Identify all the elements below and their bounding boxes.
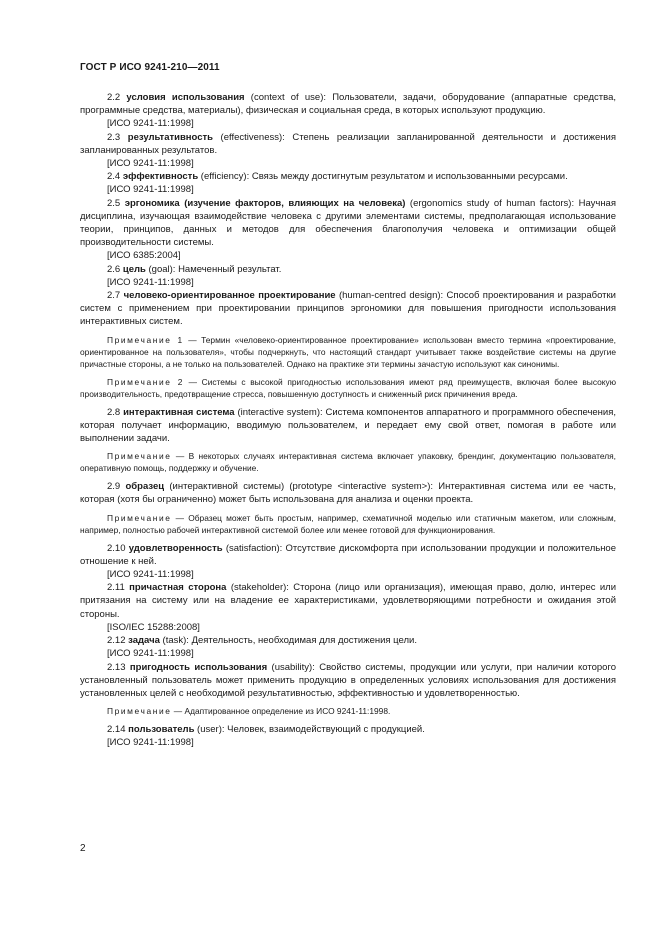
term-2-5 (80, 197, 616, 250)
term-definition: (task): Деятельность, необходимая для достижения цели. (159, 635, 417, 647)
term-name: эргономика (изучение факторов, влияющих на человека) (124, 197, 406, 209)
term-definition: (user): Человек, взаимодействующий с продукцией. (194, 724, 425, 736)
term-number: 2.3 (107, 131, 121, 143)
term-definition: (usability): Свойство системы, продукции или услуги, при наличии которого установленный пользователь может применить продукцию в определенных условиях использования для достижения установленных целей с необходимой результативностью, эффективностью и удовлетворенностью. (80, 661, 616, 699)
term-definition: (context of use): Пользователи, задачи, оборудование (аппаратные средства, программные средства, материалы), физическая и социальная среда, в которых используют продукцию. (80, 92, 616, 117)
note-text: — В некоторых случаях интерактивная система включает упаковку, брендинг, документацию пользователя, оперативную помощь, поддержку и обучение. (80, 451, 616, 474)
term-name: пригодность использования (129, 661, 268, 673)
term-2-3 (80, 131, 616, 157)
note-2-7-1 (80, 334, 616, 370)
term-reference: [ИСО 9241-11:1998] (107, 569, 194, 581)
term-name: человеко-ориентированное проектирование (123, 290, 336, 302)
term-reference: [ИСО 9241-11:1998] (107, 184, 194, 196)
term-number: 2.10 (107, 542, 126, 554)
term-definition: (interactive system): Система компонентов аппаратного и программного обеспечения, которая получает информацию, вводимую пользователем, и передает ему свой ответ, помогая в работе или выполнении задачи. (80, 406, 617, 445)
document-body (80, 91, 616, 750)
term-2-11 (80, 581, 616, 621)
term-number: 2.12 (107, 635, 126, 647)
term-name: пользователь (128, 724, 195, 736)
term-2-14 (80, 723, 616, 736)
note-label: Примечание 1 (107, 334, 184, 345)
term-number: 2.4 (107, 171, 121, 183)
term-name: удовлетворенность (128, 542, 223, 554)
note-label: Примечание 2 (107, 376, 184, 387)
term-2-10 (80, 542, 616, 568)
term-name: эффективность (122, 171, 199, 183)
term-name: задача (128, 635, 160, 647)
term-2-8 (80, 406, 616, 446)
term-2-12 (80, 634, 616, 647)
term-name: цель (122, 263, 146, 275)
term-number: 2.9 (107, 481, 121, 493)
note-text: — Образец может быть простым, например, схематичной моделью или статичным макетом, или сложным, например, полностью рабочей интерактивной системой более или менее готовой для функционирования. (80, 512, 616, 535)
term-2-2 (80, 91, 616, 117)
term-definition: (stakeholder): Сторона (лицо или организация), имеющая право, долю, интерес или притязания на систему или на владение ее характеристиками, удовлетворяющими потребности и ожидания этой стороны. (80, 582, 617, 620)
note-2-8 (80, 450, 616, 474)
term-name: интерактивная система (123, 406, 235, 418)
note-label: Примечание (107, 451, 172, 462)
term-definition: (ergonomics study of human factors): Научная дисциплина, изучающая взаимодействие человека с другими элементами системы, предполагающая использование теории, принципов, данных и методов для обеспечения благополучия человека и оптимизации общей производительности системы. (80, 197, 616, 249)
term-reference: [ИСО 9241-11:1998] (107, 648, 194, 660)
term-name: причастная сторона (129, 582, 227, 594)
term-2-6 (80, 263, 616, 276)
term-reference: [ИСО 9241-11:1998] (107, 158, 194, 170)
note-2-13 (80, 705, 616, 717)
term-definition: (satisfaction): Отсутствие дискомфорта при использовании продукции и положительное отношение к ней. (80, 542, 617, 567)
document-header: ГОСТ Р ИСО 9241-210—2011 (80, 62, 220, 73)
term-reference: [ИСО 9241-11:1998] (107, 118, 194, 130)
term-number: 2.14 (107, 724, 126, 736)
term-number: 2.2 (107, 92, 121, 103)
term-2-13 (80, 661, 616, 701)
term-number: 2.5 (107, 197, 121, 209)
term-definition: (интерактивной системы) (prototype <interactive system>): Интерактивная система или ее часть, которая (хотя бы ограниченно) может быть использована для анализа и оценки проекта. (80, 481, 617, 506)
note-text: — Системы с высокой пригодностью использования имеют ряд преимуществ, включая более высокую производительность, предотвращение стресса, повышенную доступность и сниженный риск причинения вреда. (80, 376, 616, 399)
note-text: — Адаптированное определение из ИСО 9241-11:1998. (171, 706, 391, 717)
note-label: Примечание (107, 512, 172, 523)
term-number: 2.13 (107, 661, 126, 673)
term-name: образец (125, 481, 165, 493)
term-reference: [ИСО 9241-11:1998] (107, 737, 194, 749)
term-2-4 (80, 170, 616, 183)
term-number: 2.6 (107, 263, 121, 275)
term-number: 2.7 (107, 290, 121, 302)
term-2-7 (80, 289, 616, 329)
term-name: условия использования (126, 92, 245, 103)
term-definition: (goal): Намеченный результат. (145, 263, 282, 275)
term-number: 2.8 (107, 406, 121, 418)
term-name: результативность (127, 131, 213, 143)
term-reference: [ISO/IEC 15288:2008] (107, 621, 200, 633)
term-2-9 (80, 480, 616, 506)
term-reference: [ИСО 6385:2004] (107, 250, 181, 262)
note-label: Примечание (107, 706, 172, 717)
note-2-7-2 (80, 376, 616, 400)
note-text: — Термин «человеко-ориентированное проектирование» использован вместо термина «проектирование, ориентированное на пользователя», чтобы подчеркнуть, что настоящий стандарт учитывает также воздействие системы на другие причастные стороны, а не только на пользователей. Однако на практике эти термины зачастую используют как синонимы. (80, 334, 616, 369)
term-definition: (efficiency): Связь между достигнутым результатом и использованными ресурсами. (198, 171, 568, 183)
term-reference: [ИСО 9241-11:1998] (107, 276, 194, 288)
term-definition: (effectiveness): Степень реализации запланированной деятельности и достижения запланированных результатов. (80, 131, 616, 156)
term-number: 2.11 (107, 582, 125, 594)
note-2-9 (80, 512, 616, 536)
page-number: 2 (80, 843, 86, 854)
term-definition: (human-centred design): Способ проектирования и разработки систем с применением при проектировании принципов эргономики для повышения пригодности использования интерактивных систем. (80, 290, 616, 328)
